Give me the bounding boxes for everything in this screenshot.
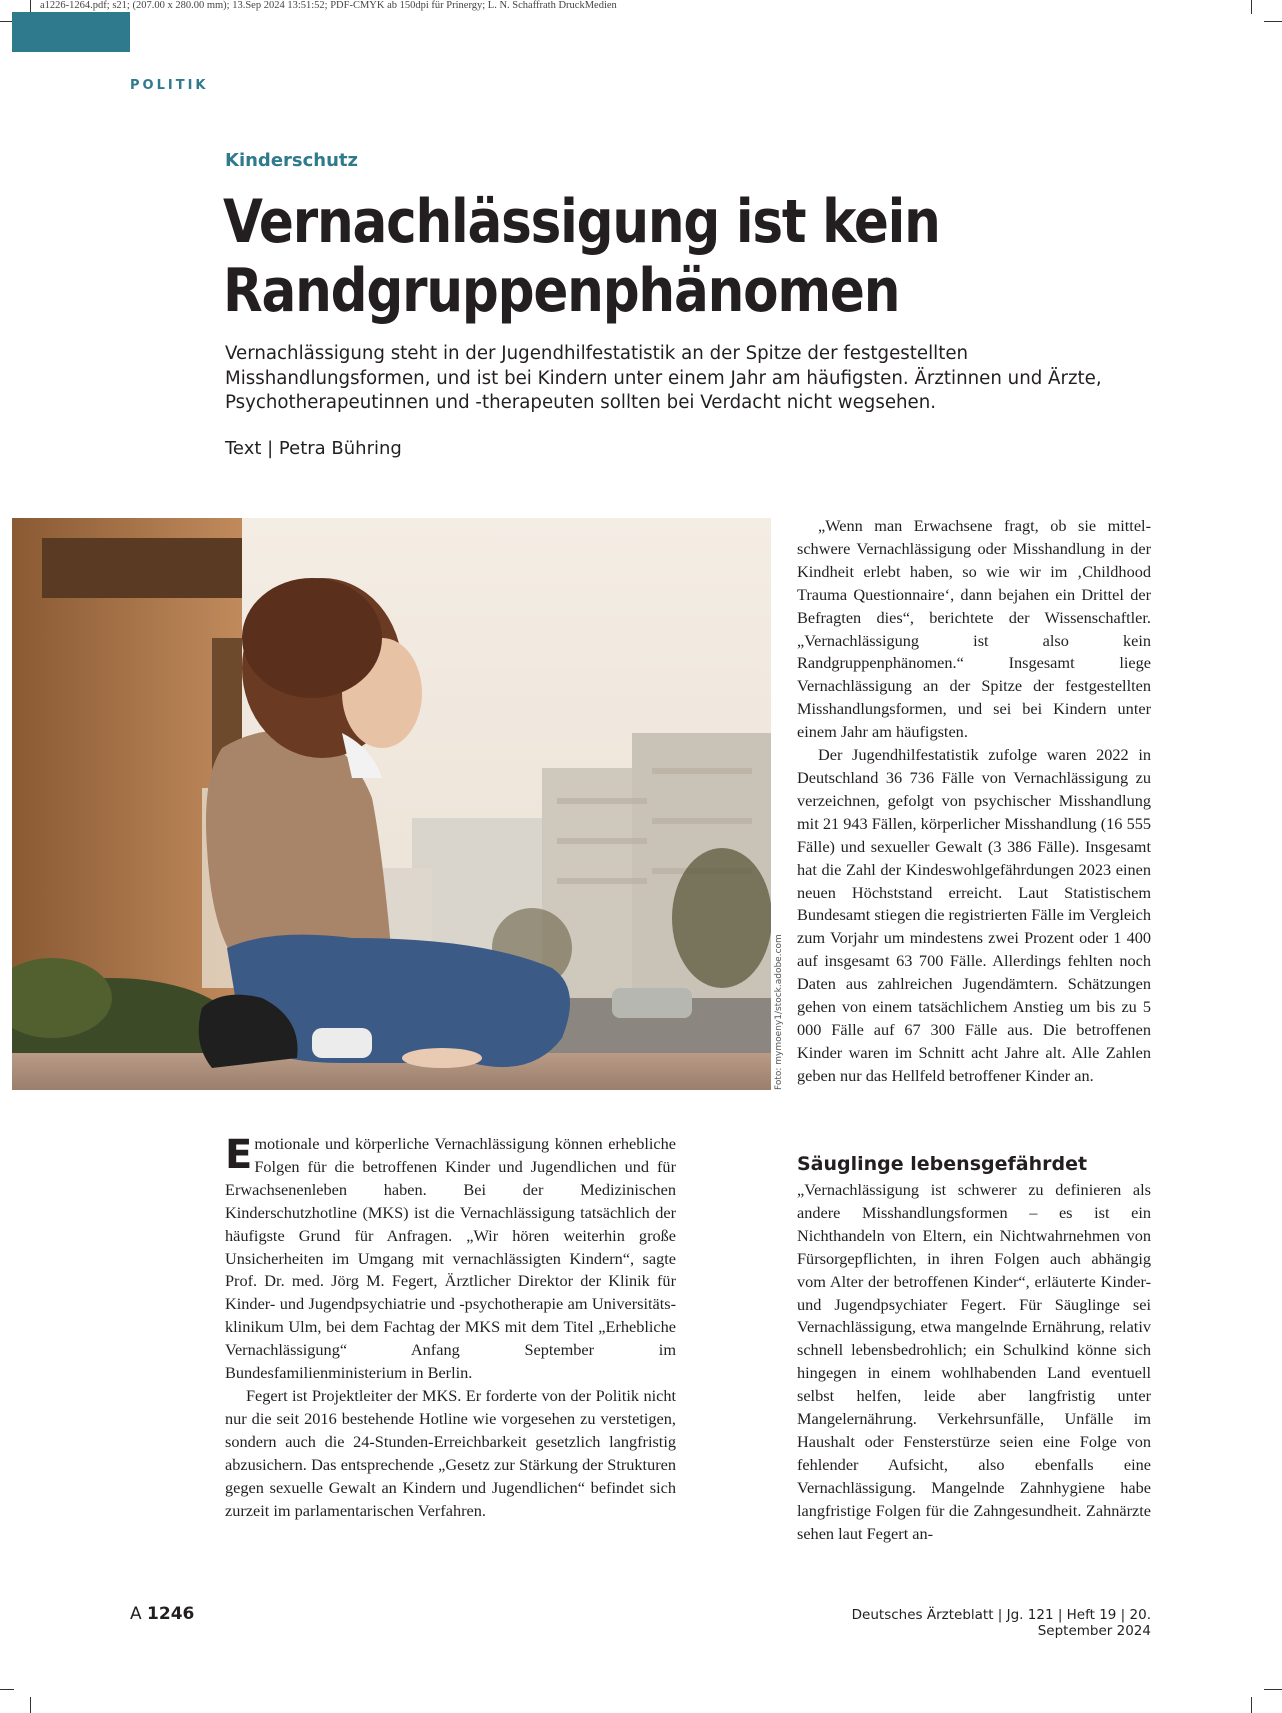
intro-text: motionale und körperliche Vernachlässigung können erhebliche Folgen für die betroffenen Kinder und Jugendlichen und für Erwachsenenleben haben. Bei der Medizinischen Kinderschutzhotline (MKS) ist die Vernachlässigung tatsächlich der häufigste Grund für Anfragen. „Wir hören weiterhin große Unsicherheiten im Umgang mit vernachlässigten Kindern“, sagte Prof. Dr. med. Jörg M. Fegert, Ärztlicher Direktor der Klinik für Kinder- und Jugendpsychiatrie und -psychotherapie am Universitätsklinikum Ulm, bei dem Fachtag der MKS mit dem Titel „Erhebliche Vernachlässigung“ Anfang September im Bundesfamilienministerium in Berlin. [225,1134,676,1383]
body-paragraph: „Vernachlässigung ist schwerer zu definieren als andere Misshandlungsformen – es ist ein Nichthandeln von Eltern, ein Nichtwahrnehmen von Fürsorgepflichten, in ihren Folgen auch abhängig vom Alter der betroffenen Kinder“, erläuterte Kinder- und Jugendpsychiater Fegert. Für Säuglinge sei Vernachlässigung, etwa mangelnde Ernährung, relativ schnell lebensbedrohlich; ein Schulkind könne sich hingegen in einem wohlhabenden Land eventuell selbst helfen, leide aber langfristig unter Mangelernährung. Verkehrsunfälle, Unfälle im Haushalt oder Fensterstürze seien eine Folge von fehlender Aufsicht, also ebenfalls eine Vernachlässigung. Mangelnde Zahnhygiene habe langfristige Folgen für die Zahngesundheit. Zahnärzte sehen laut Fegert an- [797,1180,1151,1543]
section-color-block [12,12,130,52]
crop-mark [1251,1697,1252,1713]
headline [223,188,1083,326]
body-paragraph: Fegert ist Projektleiter der MKS. Er forderte von der Politik nicht nur die seit 2016 bestehende Hotline wie vorgesehen zu verstetigen, sondern auch die 24-Stunden-Erreichbarkeit gesetzlich langfristig abzusichern. Das entsprechende „Gesetz zur Stärkung der Strukturen gegen sexuelle Gewalt an Kindern und Jugendlichen“ befindet sich zurzeit im parlamentarischen Verfahren. [225,1385,676,1520]
crop-mark [1264,1689,1282,1690]
page-number-value: 1246 [147,1604,195,1624]
journal-reference: Deutsches Ärzteblatt | Jg. 121 | Heft 19 | 20. September 2024 [851,1607,1151,1639]
section-label: POLITIK [130,78,209,93]
body-column-right-bottom [797,1179,1151,1546]
page-number [130,1604,194,1624]
page-prefix: A [130,1604,142,1624]
headline-line-2: Randgruppenphänomen [223,256,900,326]
body-column-right-top [797,515,1151,1088]
crop-mark [1251,0,1252,14]
crop-mark [30,1697,31,1713]
body-paragraph: „Wenn man Erwachsene fragt, ob sie mittelschwere Vernachlässigung oder Misshandlung in der Kindheit erlebt haben, so wie wir im ‚Childhood Trauma Questionnaire‘, dann bejahen ein Drittel der Befragten dies“, berichtete der Wissenschaftler. „Vernachlässigung ist also kein Randgruppenphänomen.“ Insgesamt liege Vernachlässigung an der Spitze der festgestellten Misshandlungsformen, und sei bei Kindern unter einem Jahr am häufigsten. [797,516,1151,742]
drop-cap: E [225,1132,253,1178]
body-paragraph-intro [225,1133,676,1385]
headline-line-1: Vernachlässigung ist kein [223,187,940,257]
byline: Text | Petra Bühring [225,438,402,459]
body-column-left [225,1133,676,1522]
crop-mark [0,1689,14,1690]
body-paragraph: Der Jugendhilfestatistik zufolge waren 2022 in Deutschland 36 736 Fälle von Vernachlässigung zu verzeichnen, gefolgt von psychischer Misshandlung mit 21 943 Fällen, körperlicher Misshandlung (16 555 Fälle) und sexueller Gewalt (3 386 Fälle). Insgesamt hat die Zahl der Kindeswohlgefährdungen 2023 einen neuen Höchststand erreicht. Laut Statistischem Bundesamt stiegen die registrierten Fälle im Vergleich zum Vorjahr um mindestens zwei Prozent oder 1 400 auf insgesamt 63 700 Fälle. Allerdings fehlten noch Daten aus zahlreichen Jugendämtern. Schätzungen gehen von einem tatsächlichem Anstieg um bis zu 5 000 Fälle auf 67 300 Fälle aus. Die betroffenen Kinder waren im Schnitt acht Jahre alt. Alle Zahlen geben nur das Hellfeld betroffener Kinder an. [797,745,1151,1085]
crop-mark [1264,21,1282,22]
photo-illustration [12,518,771,1090]
lead-paragraph: Vernachlässigung steht in der Jugendhilfestatistik an der Spitze der festgestellten Misshandlungsformen, und ist bei Kindern unter einem Jahr am häufigsten. Ärztinnen und Ärzte, Psychotherapeutinnen und -therapeuten sollten bei Verdacht nicht wegsehen. [225,343,1102,413]
article-photo [12,518,771,1090]
print-slug: a1226-1264.pdf; s21; (207.00 x 280.00 mm); 13.Sep 2024 13:51:52; PDF-CMYK ab 150dpi für Prinergy; L. N. Schaffrath DruckMedien [40,0,617,11]
photo-credit: Foto: mymoeny1/stock.adobe.com [774,934,784,1090]
subheading: Säuglinge lebensgefährdet [797,1153,1088,1175]
kicker: Kinderschutz [225,150,358,171]
